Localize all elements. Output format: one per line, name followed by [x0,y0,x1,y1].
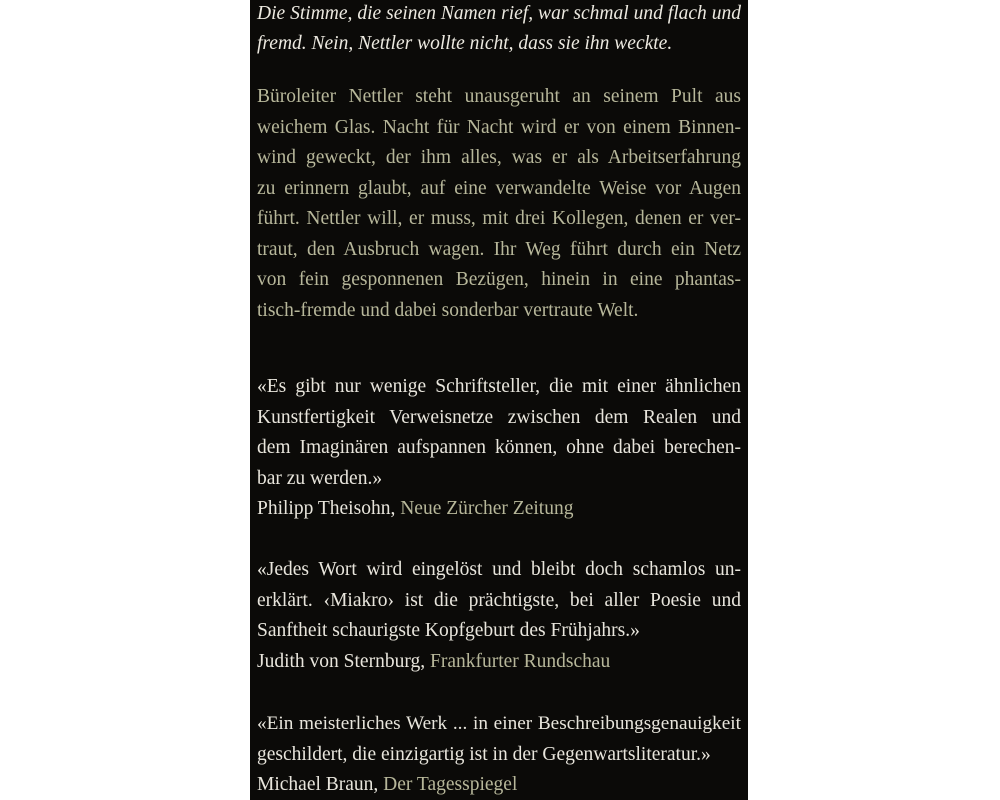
quote-author: Philipp Theisohn, [257,498,396,519]
book-summary [257,82,741,326]
quote-attribution [257,770,741,800]
quote-source: Der Tagesspiegel [383,774,518,795]
quote-source: Neue Zürcher Zeitung [400,498,574,519]
book-back-cover [250,0,748,800]
summary-line: wind geweckt, der ihm alles, was er als Arbeitserfahrung [257,147,741,168]
intro-line: Die Stimme, die seinen Namen rief, war schmal und flach und [257,3,741,24]
quote-source: Frankfurter Rundschau [429,650,611,672]
quote-line: «Ein meisterliches Werk ... in einer Beschreibungsgenauigkeit [257,713,741,734]
quote-attribution [257,647,741,678]
summary-line: Büroleiter Nettler steht unausgeruht an seinem Pult aus [257,86,741,107]
quote-line: geschildert, die einzigartig ist in der Gegenwartsliteratur.» [257,743,711,765]
summary-line: von fein gesponnenen Bezügen, hinein in eine phantas- [257,269,741,290]
quote-line: «Jedes Wort wird eingelöst und bleibt doch schamlos un- [257,559,741,580]
quote-line: dem Imaginären aufspannen können, ohne dabei berechen- [257,437,741,458]
summary-line: traut, den Ausbruch wagen. Ihr Weg führt durch ein Netz [257,238,741,260]
intro-line: fremd. Nein, Nettler wollte nicht, dass sie ihn weckte. [257,33,673,54]
intro-excerpt [257,0,741,59]
quote-line: Sanftheit schaurigste Kopfgeburt des Frühjahrs.» [257,620,640,641]
quote-author: Judith von Sternburg, [257,650,426,672]
summary-line: zu erinnern glaubt, auf eine verwandelte Weise vor Augen [257,177,741,199]
press-quote-fr [257,555,741,677]
quote-line: erklärt. ‹Miakro› ist die prächtigste, bei aller Poesie und [257,589,741,611]
quote-attribution [257,494,741,525]
press-quote-nzz [257,372,741,525]
press-quote-tagesspiegel [257,709,741,800]
quote-line: «Es gibt nur wenige Schriftsteller, die mit einer ähnlichen [257,376,741,397]
summary-line: tisch-fremde und dabei sonderbar vertraute Welt. [257,299,639,321]
quote-line: Kunstfertigkeit Verweisnetze zwischen dem Realen und [257,406,741,428]
quote-line: bar zu werden.» [257,467,383,489]
quote-author: Michael Braun, [257,774,379,795]
summary-line: weichem Glas. Nacht für Nacht wird er von einem Binnen- [257,116,741,138]
summary-line: führt. Nettler will, er muss, mit drei Kollegen, denen er ver- [257,208,741,229]
